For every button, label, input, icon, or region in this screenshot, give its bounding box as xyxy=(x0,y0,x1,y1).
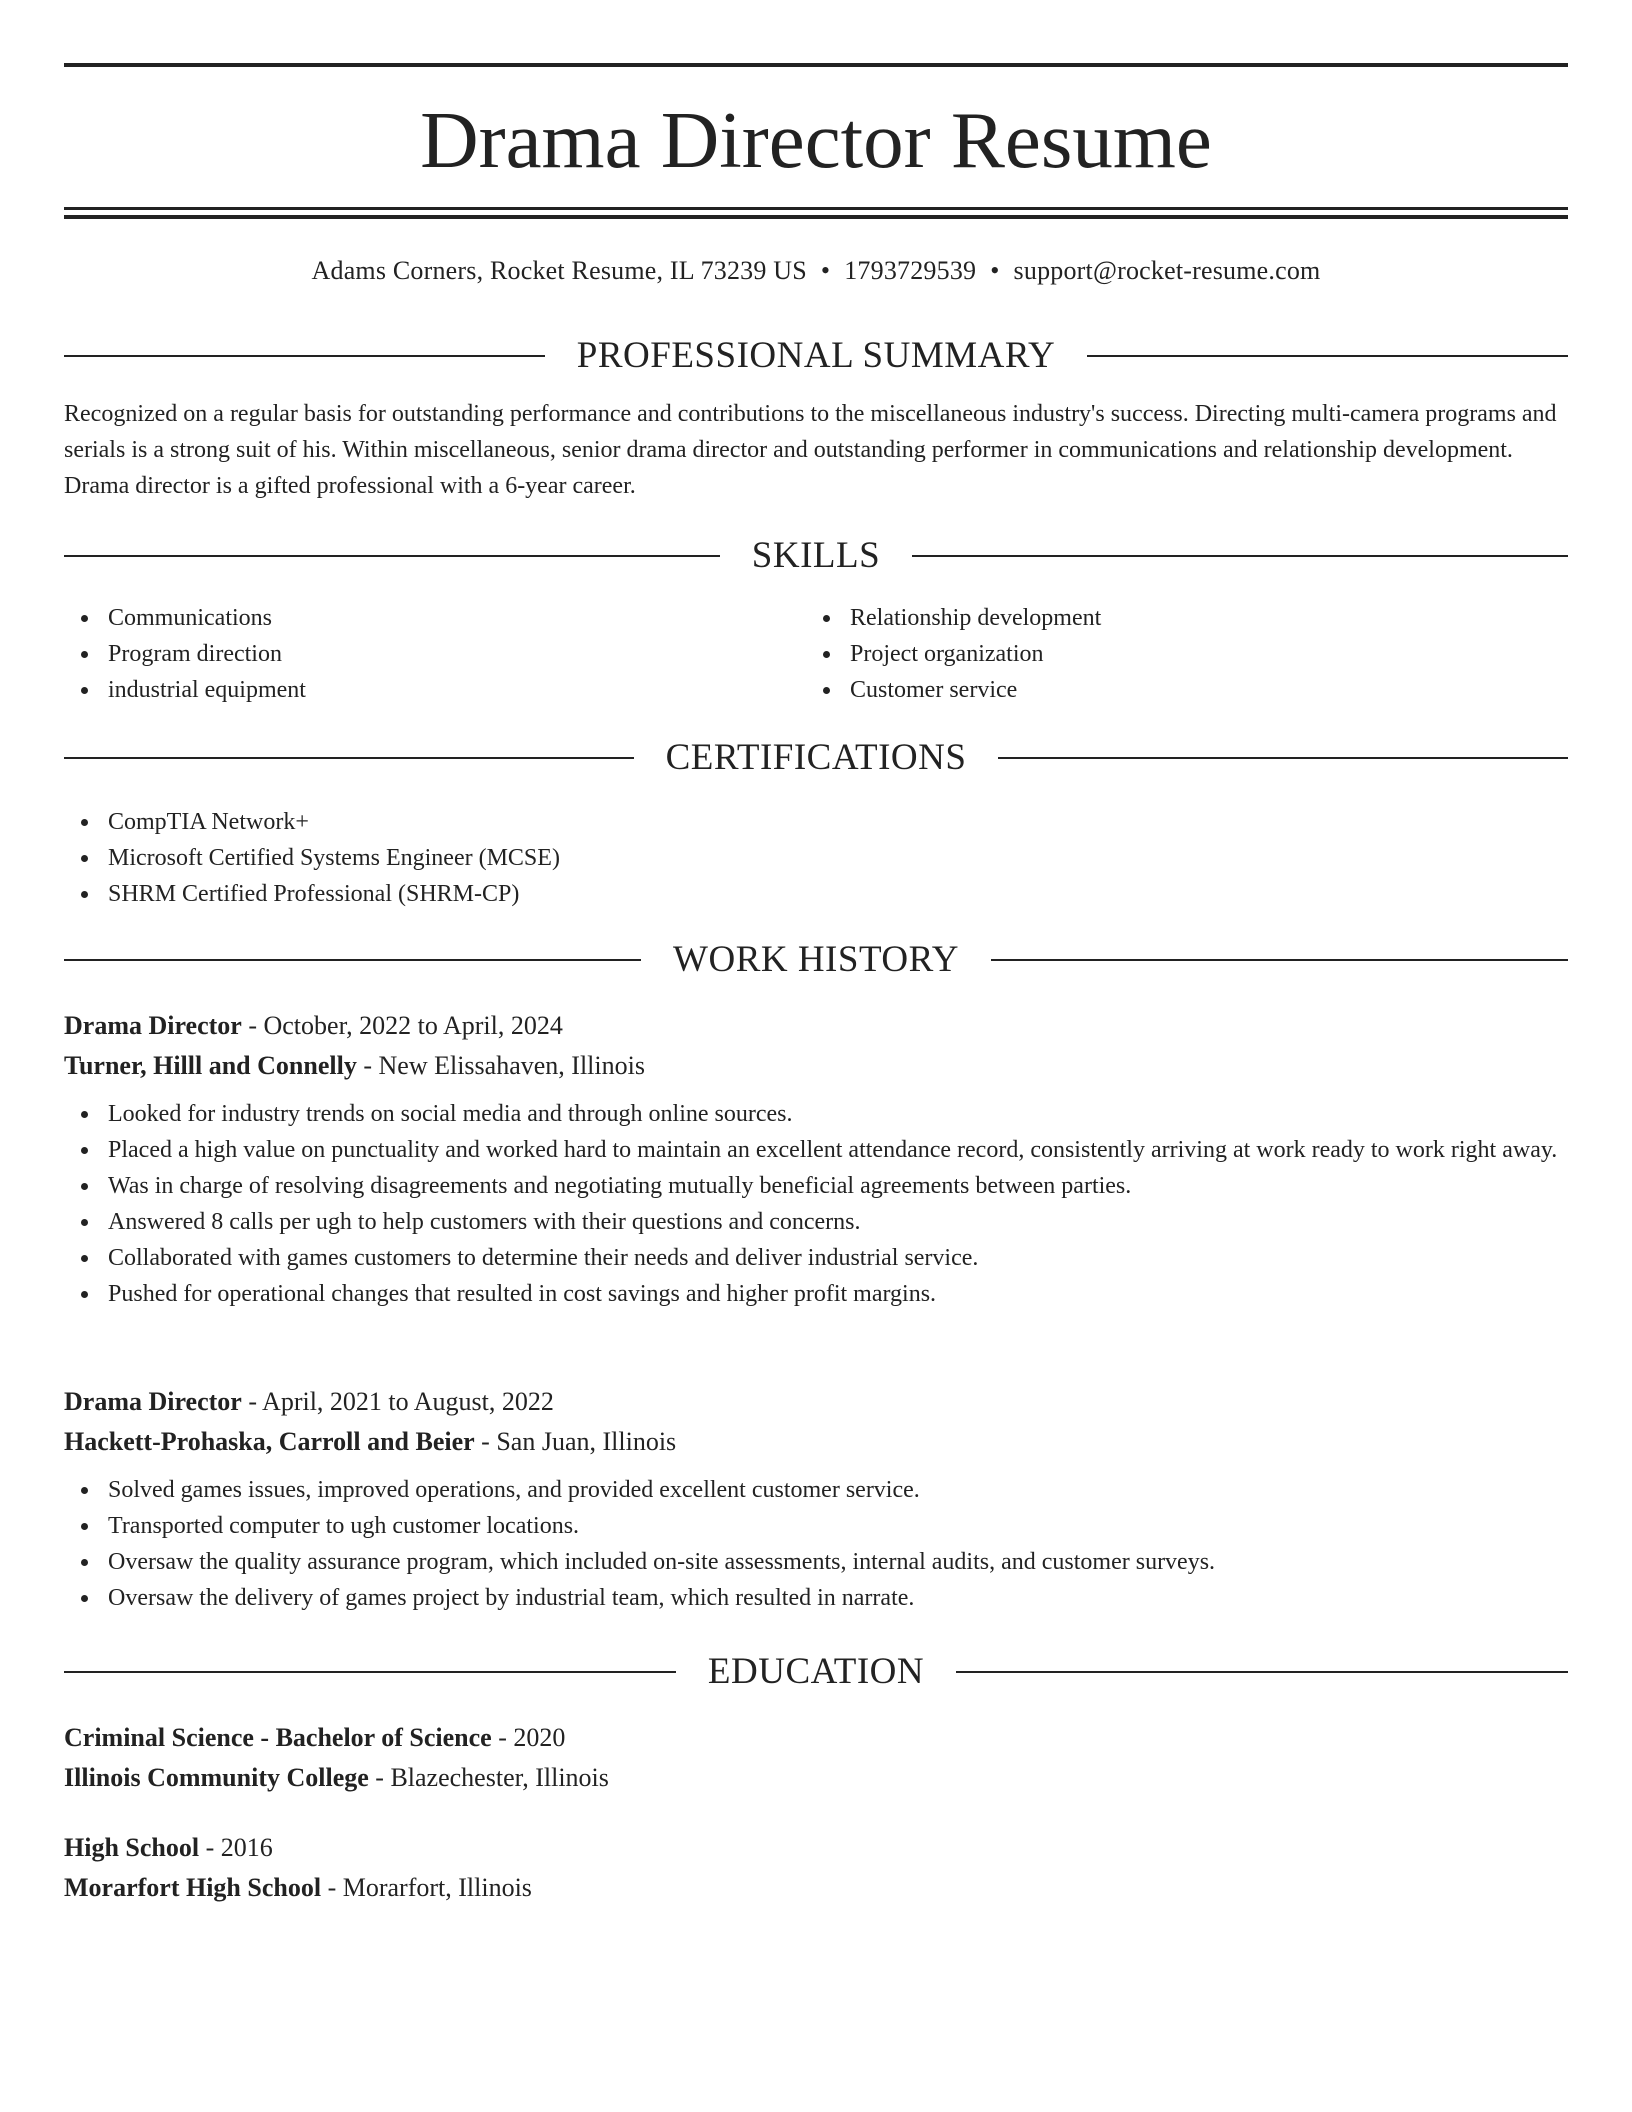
contact-phone: 1793729539 xyxy=(844,256,977,285)
skill-item: Program direction xyxy=(64,636,804,672)
job-company: Hackett-Prohaska, Carroll and Beier xyxy=(64,1427,475,1456)
contact-separator: • xyxy=(820,256,831,285)
certification-item: CompTIA Network+ xyxy=(64,804,1568,840)
skills-column-left xyxy=(64,600,804,708)
job-duty: Pushed for operational changes that resulted in cost savings and higher profit margins. xyxy=(64,1276,1568,1312)
job-duty: Oversaw the quality assurance program, which included on-site assessments, internal audits, and customer surveys. xyxy=(64,1544,1568,1580)
divider-line xyxy=(912,555,1568,557)
education-school-line xyxy=(64,1758,1568,1798)
section-heading-certifications xyxy=(64,736,1568,780)
section-title: EDUCATION xyxy=(707,1651,925,1692)
job-location: - San Juan, Illinois xyxy=(474,1427,677,1456)
education-school: Illinois Community College xyxy=(64,1763,369,1792)
education-location: - Morarfort, Illinois xyxy=(321,1873,532,1902)
education-entry xyxy=(64,1828,1568,1908)
skill-item: Customer service xyxy=(806,672,1546,708)
job-company-line xyxy=(64,1422,1568,1462)
job-location: - New Elissahaven, Illinois xyxy=(356,1051,645,1080)
section-heading-summary xyxy=(64,334,1568,378)
title-rule-upper xyxy=(64,207,1568,210)
job-entry xyxy=(64,1382,1568,1616)
job-duty: Was in charge of resolving disagreements and negotiating mutually beneficial agreements between parties. xyxy=(64,1168,1568,1204)
job-duty: Transported computer to ugh customer locations. xyxy=(64,1508,1568,1544)
top-rule xyxy=(64,63,1568,67)
section-heading-education xyxy=(64,1650,1568,1694)
title-rule-lower xyxy=(64,215,1568,219)
section-heading-work-history xyxy=(64,938,1568,982)
education-entry xyxy=(64,1718,1568,1798)
education-school-line xyxy=(64,1868,1568,1908)
job-duty: Answered 8 calls per ugh to help customers with their questions and concerns. xyxy=(64,1204,1568,1240)
resume-title: Drama Director Resume xyxy=(420,95,1212,185)
education-degree-line xyxy=(64,1828,1568,1868)
contact-separator: • xyxy=(990,256,1000,285)
divider-line xyxy=(64,1671,676,1673)
certification-item: Microsoft Certified Systems Engineer (MCSE) xyxy=(64,840,1568,876)
divider-line xyxy=(991,959,1568,961)
skill-item: Project organization xyxy=(806,636,1546,672)
job-title: Drama Director xyxy=(64,1387,242,1416)
job-duties xyxy=(64,1472,1568,1616)
divider-line xyxy=(998,757,1568,759)
job-duty: Solved games issues, improved operations, and provided excellent customer service. xyxy=(64,1472,1568,1508)
certifications-list xyxy=(64,804,1568,912)
education-degree-line xyxy=(64,1718,1568,1758)
contact-line xyxy=(64,254,1568,288)
education-degree: Criminal Science - Bachelor of Science xyxy=(64,1723,492,1752)
divider-line xyxy=(1087,355,1568,357)
skill-item: industrial equipment xyxy=(64,672,804,708)
section-title: CERTIFICATIONS xyxy=(665,737,967,778)
divider-line xyxy=(64,959,641,961)
education-school: Morarfort High School xyxy=(64,1873,322,1902)
section-title: PROFESSIONAL SUMMARY xyxy=(576,335,1056,376)
summary-text: Recognized on a regular basis for outstanding performance and contributions to the miscellaneous industry's success. Directing multi-camera programs and serials is a strong suit of his. Within miscellaneous, senior drama director and outstanding performer in communications and relationship development. Drama director is a gifted professional with a 6-year career. xyxy=(64,401,1557,499)
certification-item: SHRM Certified Professional (SHRM-CP) xyxy=(64,876,1568,912)
education-year: - 2016 xyxy=(199,1833,273,1862)
job-title-line xyxy=(64,1006,1568,1046)
contact-address: Adams Corners, Rocket Resume, IL 73239 US xyxy=(311,256,807,285)
job-title-line xyxy=(64,1382,1568,1422)
job-duty: Collaborated with games customers to determine their needs and deliver industrial service. xyxy=(64,1240,1568,1276)
job-duty: Placed a high value on punctuality and worked hard to maintain an excellent attendance record, consistently arriving at work ready to work right away. xyxy=(64,1132,1568,1168)
skill-item: Communications xyxy=(64,600,804,636)
divider-line xyxy=(64,355,545,357)
divider-line xyxy=(64,555,720,557)
job-company-line xyxy=(64,1046,1568,1086)
section-heading-skills xyxy=(64,534,1568,578)
job-title: Drama Director xyxy=(64,1011,242,1040)
job-duty: Looked for industry trends on social media and through online sources. xyxy=(64,1096,1568,1132)
education-location: - Blazechester, Illinois xyxy=(368,1763,609,1792)
divider-line xyxy=(956,1671,1568,1673)
certifications-bullets xyxy=(64,804,1568,912)
education-year: - 2020 xyxy=(491,1723,566,1752)
skills-column-right xyxy=(806,600,1546,708)
job-duty: Oversaw the delivery of games project by industrial team, which resulted in narrate. xyxy=(64,1580,1568,1616)
job-dates: - October, 2022 to April, 2024 xyxy=(241,1011,563,1040)
job-entry xyxy=(64,1006,1568,1312)
contact-email: support@rocket-resume.com xyxy=(1013,256,1321,285)
divider-line xyxy=(64,757,634,759)
skill-item: Relationship development xyxy=(806,600,1546,636)
education-degree: High School xyxy=(64,1833,200,1862)
job-company: Turner, Hilll and Connelly xyxy=(64,1051,357,1080)
section-title: WORK HISTORY xyxy=(673,939,959,980)
job-duties xyxy=(64,1096,1568,1312)
section-title: SKILLS xyxy=(751,535,881,576)
job-dates: - April, 2021 to August, 2022 xyxy=(241,1387,554,1416)
